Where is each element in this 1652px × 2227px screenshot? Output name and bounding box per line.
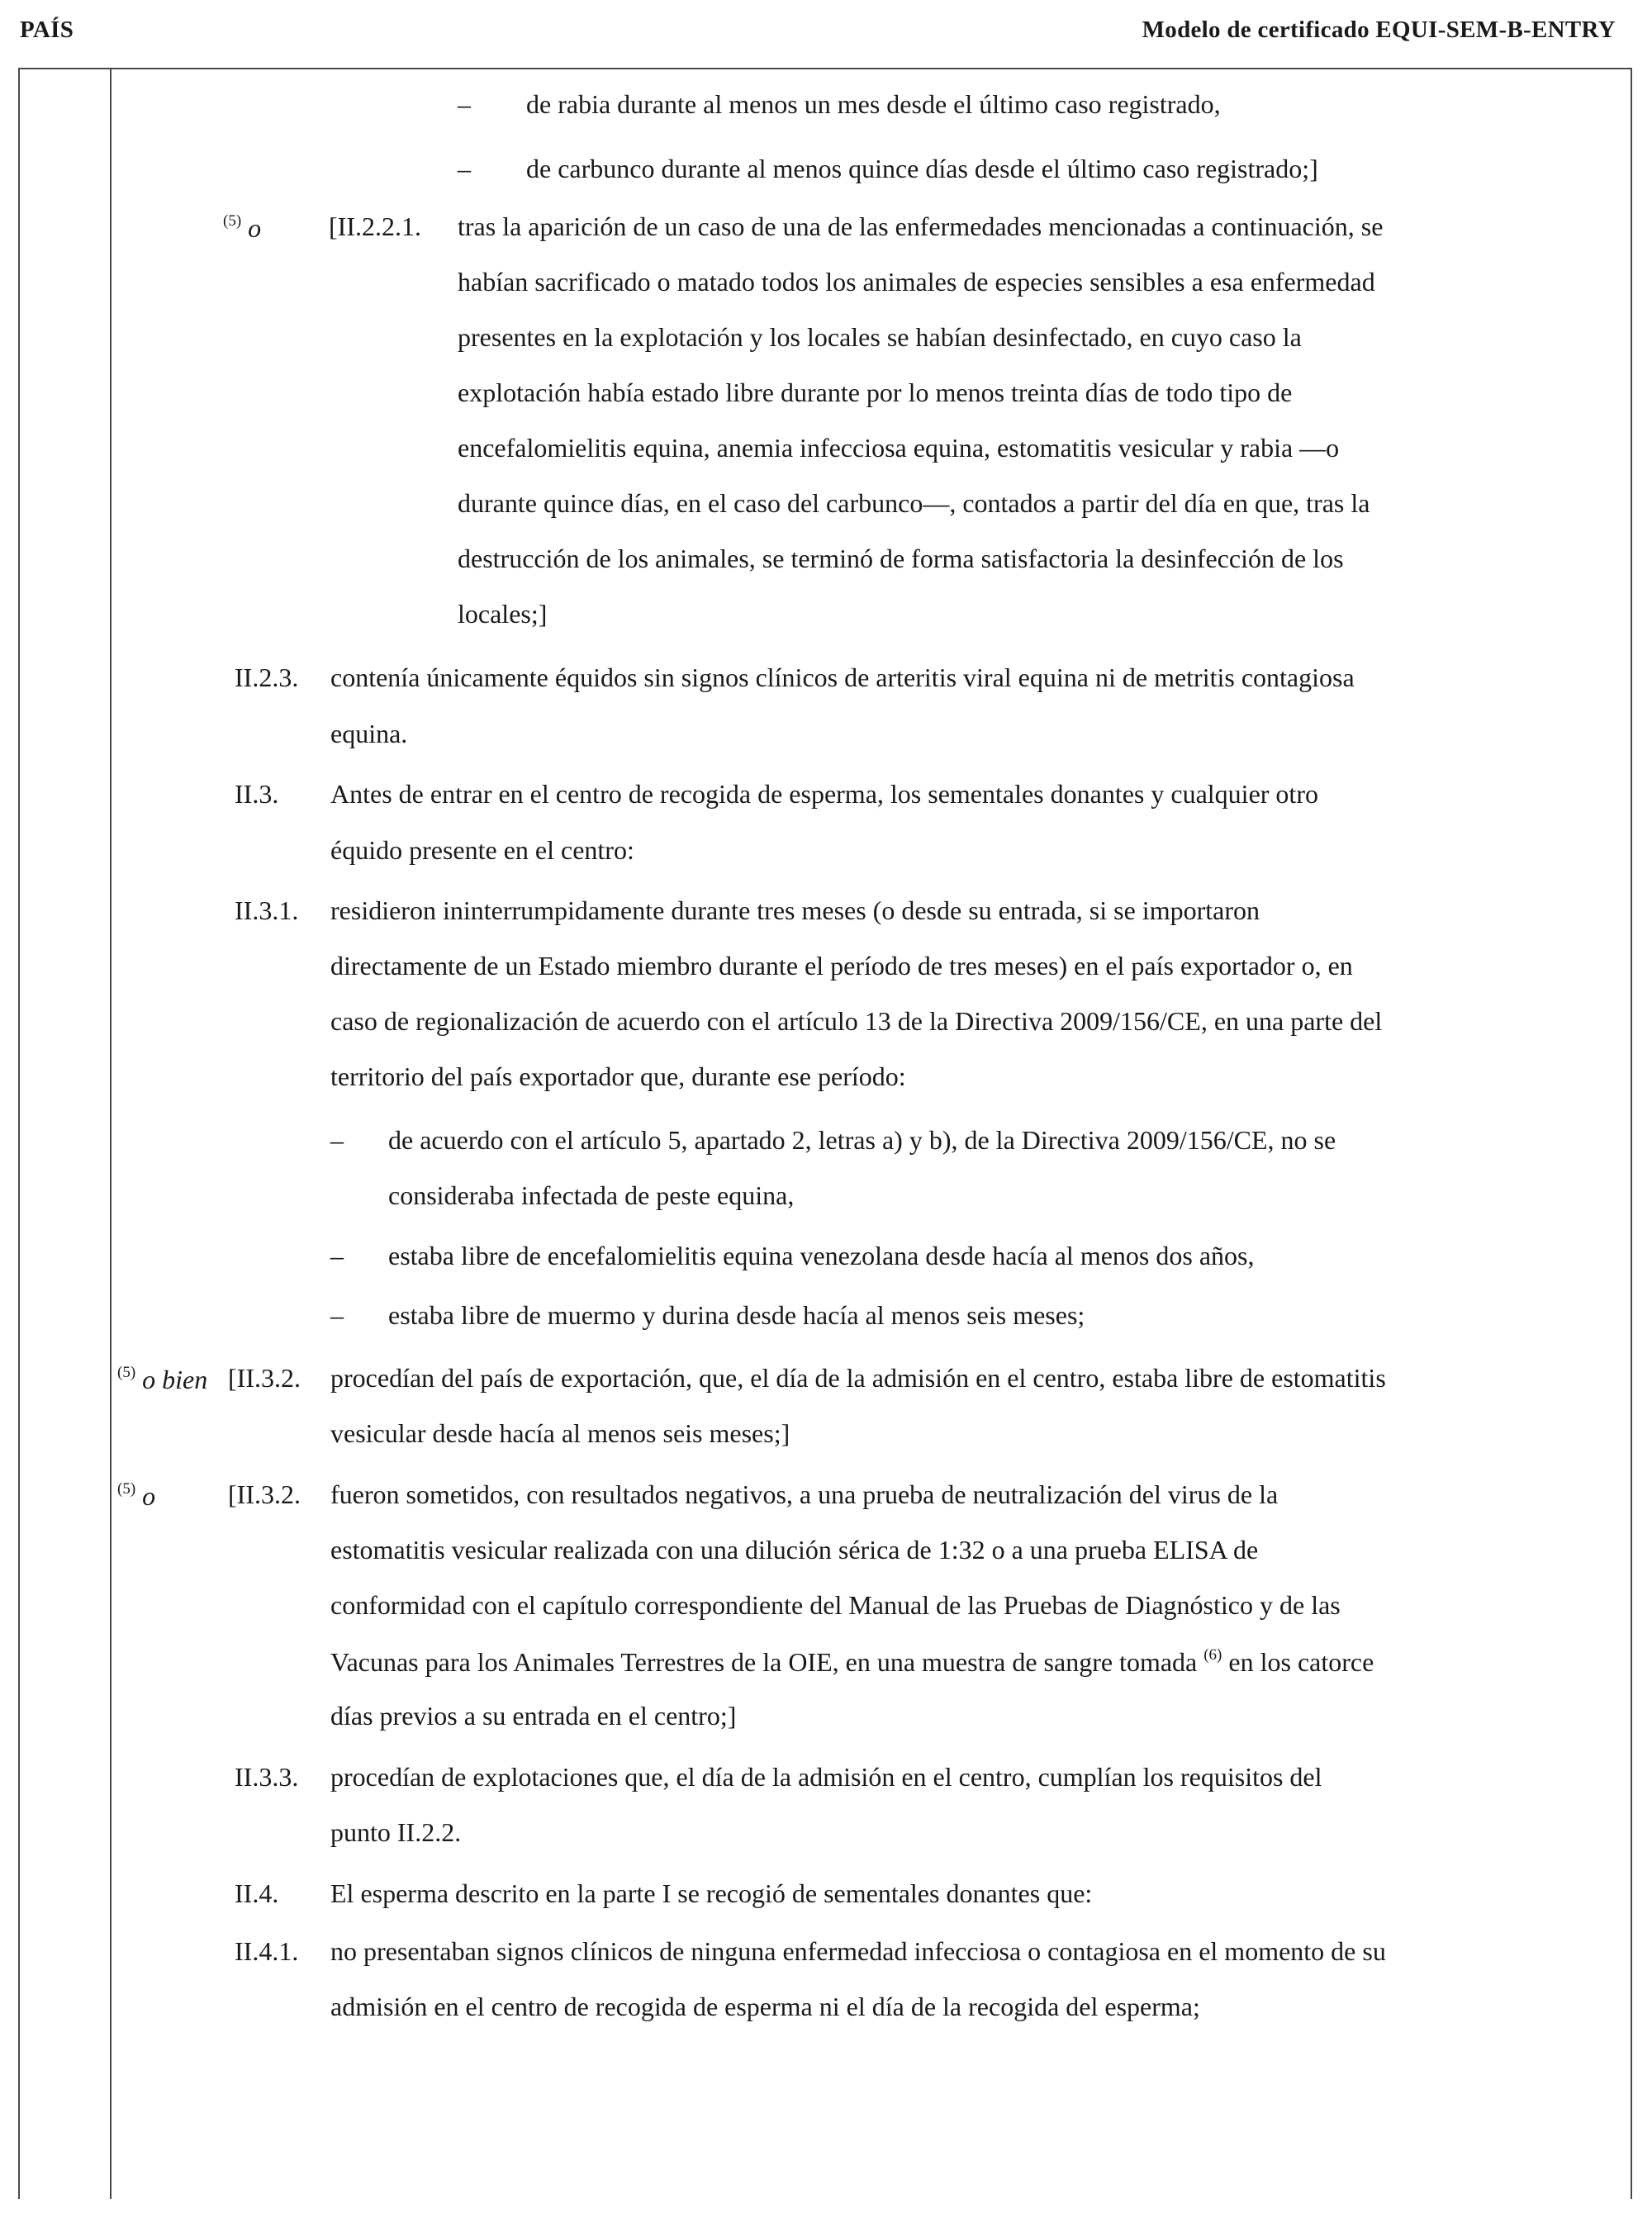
clause-text-line: habían sacrificado o matado todos los animales de especies sensibles a esa enfermedad xyxy=(458,267,1375,297)
footnote-connector: $^{(5)}$ o xyxy=(117,1480,156,1511)
header-rule xyxy=(18,68,1632,69)
list-dash: – xyxy=(330,1241,344,1270)
clause-number: II.4. xyxy=(235,1878,279,1908)
clause-text-line: procedían de explotaciones que, el día de la admisión en el centro, cumplían los requisitos del xyxy=(330,1762,1322,1792)
clause-number: II.2.3. xyxy=(235,662,299,692)
clause-text-line: destrucción de los animales, se terminó de forma satisfactoria la desinfección de los xyxy=(458,544,1344,573)
clause-text-line: punto II.2.2. xyxy=(330,1817,462,1847)
clause-text-line: durante quince días, en el caso del carbunco—, contados a partir del día en que, tras la xyxy=(458,488,1370,518)
header-model-title: Modelo de certificado EQUI-SEM-B-ENTRY xyxy=(1142,17,1616,43)
frame-margin-divider xyxy=(110,68,112,2199)
clause-text-line: residieron ininterrumpidamente durante tres meses (o desde su entrada, si se importaron xyxy=(330,895,1260,925)
clause-text-line: equina. xyxy=(330,719,408,748)
clause-text-line: locales;] xyxy=(458,599,548,629)
clause-text-line: admisión en el centro de recogida de esperma ni el día de la recogida del esperma; xyxy=(330,1992,1200,2021)
clause-text-line: presentes en la explotación y los locales se habían desinfectado, en cuyo caso la xyxy=(458,322,1302,352)
list-dash: – xyxy=(458,89,471,119)
list-item-text: de acuerdo con el artículo 5, apartado 2, letras a) y b), de la Directiva 2009/156/CE, no se xyxy=(388,1125,1336,1155)
clause-text-line: équido presente en el centro: xyxy=(330,835,634,865)
clause-text-line: caso de regionalización de acuerdo con el artículo 13 de la Directiva 2009/156/CE, en una parte del xyxy=(330,1006,1383,1036)
clause-number: [II.3.2. xyxy=(228,1363,301,1393)
clause-text-line: estomatitis vesicular realizada con una dilución sérica de 1:32 o a una prueba ELISA de xyxy=(330,1535,1259,1565)
clause-text-line: El esperma descrito en la parte I se recogió de sementales donantes que: xyxy=(330,1878,1093,1908)
clause-text-line: directamente de un Estado miembro durante el período de tres meses) en el país exportador o, en xyxy=(330,951,1353,981)
list-item-text: estaba libre de encefalomielitis equina venezolana desde hacía al menos dos años, xyxy=(388,1241,1255,1270)
footnote-connector: $^{(5)}$ o bien xyxy=(117,1364,208,1394)
clause-text-line: vesicular desde hacía al menos seis meses;] xyxy=(330,1418,790,1448)
clause-text-line: encefalomielitis equina, anemia infecciosa equina, estomatitis vesicular y rabia —o xyxy=(458,433,1340,463)
clause-number: II.3. xyxy=(235,779,279,809)
list-dash: – xyxy=(330,1125,344,1155)
clause-text-line: territorio del país exportador que, durante ese período: xyxy=(330,1061,906,1091)
list-dash: – xyxy=(330,1300,344,1330)
clause-text-line: no presentaban signos clínicos de ninguna enfermedad infecciosa o contagiosa en el momento de su xyxy=(330,1936,1386,1966)
clause-text-line: Vacunas para los Animales Terrestres de la OIE, en una muestra de sangre tomada $^{(6)}$ en los catorce xyxy=(330,1646,1374,1677)
clause-text-line: días previos a su entrada en el centro;] xyxy=(330,1701,737,1731)
clause-text-line: Antes de entrar en el centro de recogida de esperma, los sementales donantes y cualquier otro xyxy=(330,779,1318,809)
clause-number: II.3.1. xyxy=(235,895,299,925)
list-dash: – xyxy=(458,154,471,183)
list-item-text: de rabia durante al menos un mes desde el último caso registrado, xyxy=(526,89,1221,119)
clause-number: [II.2.2.1. xyxy=(329,211,421,241)
clause-text-line: contenía únicamente équidos sin signos clínicos de arteritis viral equina ni de metritis contagiosa xyxy=(330,662,1355,692)
frame-left-border xyxy=(18,68,20,2199)
clause-text-line: procedían del país de exportación, que, el día de la admisión en el centro, estaba libre de estomatitis xyxy=(330,1363,1386,1393)
clause-text-line: conformidad con el capítulo correspondiente del Manual de las Pruebas de Diagnóstico y de las xyxy=(330,1590,1341,1620)
list-item-text: consideraba infectada de peste equina, xyxy=(388,1180,795,1210)
clause-text-line: explotación había estado libre durante por lo menos treinta días de todo tipo de xyxy=(458,377,1293,407)
header-country: PAÍS xyxy=(20,17,74,43)
list-item-text: de carbunco durante al menos quince días desde el último caso registrado;] xyxy=(526,154,1318,183)
frame-right-border xyxy=(1631,68,1632,2199)
clause-number: II.4.1. xyxy=(235,1936,299,1966)
clause-number: [II.3.2. xyxy=(228,1479,301,1509)
footnote-connector: $^{(5)}$ o xyxy=(223,212,262,243)
clause-number: II.3.3. xyxy=(235,1762,299,1792)
clause-text-line: fueron sometidos, con resultados negativos, a una prueba de neutralización del virus de la xyxy=(330,1479,1279,1509)
footnote-ref: (6) xyxy=(1203,1646,1222,1664)
list-item-text: estaba libre de muermo y durina desde hacía al menos seis meses; xyxy=(388,1300,1085,1330)
clause-text-line: tras la aparición de un caso de una de las enfermedades mencionadas a continuación, se xyxy=(458,211,1384,241)
